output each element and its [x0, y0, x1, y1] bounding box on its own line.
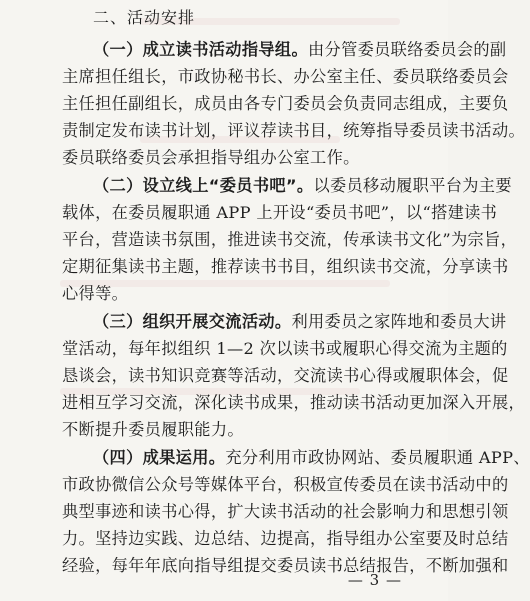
paragraph-1-text: 由分管委员联络委员会的副	[308, 40, 507, 59]
paragraph-2-line-1	[93, 174, 512, 198]
paragraph-4-lead: （四）成果运用。	[93, 448, 226, 467]
paragraph-2-text: 以委员移动履职平台为主要	[313, 176, 512, 195]
paragraph-3-line-2: 堂活动，每年拟组织 1—2 次以读书或履职心得交流为主题的	[62, 339, 508, 358]
paragraph-3-line-1	[93, 310, 507, 334]
paragraph-4-line-1	[93, 446, 530, 470]
paragraph-1-line-1	[93, 38, 507, 62]
paragraph-1-line-2: 主席担任组长，市政协秘书长、办公室主任、委员联络委员会	[62, 67, 509, 86]
paragraph-4-text: 充分利用市政协网站、委员履职通 APP、	[225, 448, 530, 467]
paragraph-2-line-3: 平台，营造读书氛围，推进读书交流，传承读书文化”为宗旨，	[62, 230, 518, 249]
paragraph-1-line-5: 委员联络委员会承担指导组办公室工作。	[62, 148, 360, 167]
paragraph-1-line-3: 主任担任副组长，成员由各专门委员会负责同志组成，主要负	[62, 94, 509, 113]
paragraph-3-line-5: 不断提升委员履职能力。	[62, 420, 244, 439]
paragraph-1-lead: （一）成立读书活动指导组。	[93, 40, 308, 59]
paragraph-3-line-4: 进相互学习交流，深化读书成果，推动读书活动更加深入开展，	[62, 393, 526, 412]
paragraph-1-line-4: 责制定发布读书计划，评议荐读书目，统筹指导委员读书活动。	[62, 121, 526, 140]
paragraph-2-line-5: 心得等。	[62, 284, 129, 303]
page-number: — 3 —	[347, 571, 402, 589]
paragraph-2-line-2: 载体，在委员履职通 APP 上开设“委员书吧”，以“搭建读书	[62, 203, 498, 222]
paragraph-2-lead: （二）设立线上“委员书吧”。	[93, 176, 314, 195]
section-heading: 二、活动安排	[93, 8, 196, 27]
paragraph-4-line-5: 经验，每年年底向指导组提交委员读书总结报告，不断加强和	[62, 556, 509, 575]
paragraph-4-line-4: 力。坚持边实践、边总结、边提高，指导组办公室要及时总结	[62, 529, 509, 548]
paragraph-3-lead: （三）组织开展交流活动。	[93, 312, 292, 331]
paragraph-2-line-4: 定期征集读书主题，推荐读书书目，组织读书交流，分享读书	[62, 257, 509, 276]
paragraph-4-line-2: 市政协微信公众号等媒体平台，积极宣传委员在读书活动中的	[62, 475, 509, 494]
paragraph-4-line-3: 典型事迹和读书心得，扩大读书活动的社会影响力和思想引领	[62, 502, 509, 521]
paragraph-3-line-3: 恳谈会，读书知识竞赛等活动，交流读书心得或履职体会，促	[62, 366, 509, 385]
paragraph-3-text: 利用委员之家阵地和委员大讲	[291, 312, 507, 331]
